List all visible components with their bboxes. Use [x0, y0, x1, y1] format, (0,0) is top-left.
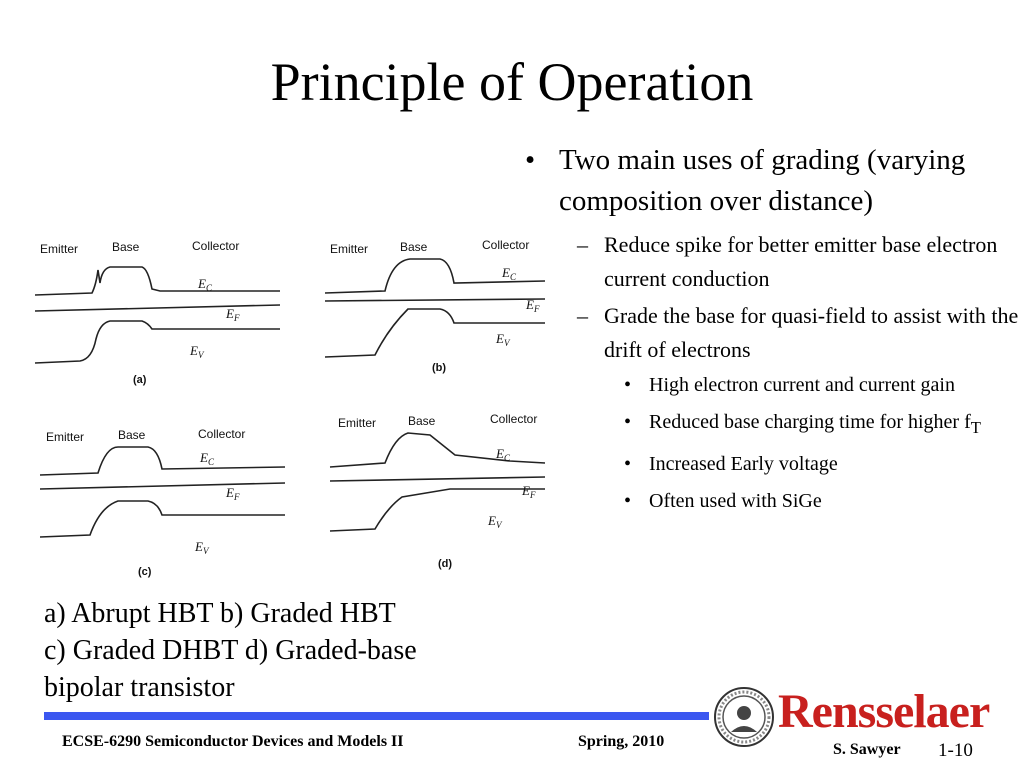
band-a-ev — [35, 321, 280, 363]
bullet-text: Two main uses of grading (varying composition over distance) — [559, 144, 966, 217]
footer-term: Spring, 2010 — [578, 733, 665, 750]
label-base-b: Base — [400, 240, 428, 254]
label-collector-a: Collector — [192, 239, 240, 253]
bullet-text: Increased Early voltage — [649, 453, 838, 475]
band-a-ef — [35, 305, 280, 311]
label-collector-c: Collector — [198, 427, 246, 441]
bullet-early-voltage — [525, 449, 1020, 480]
band-c-ec — [40, 447, 285, 475]
label-ec-a: $E_C$ — [198, 276, 212, 293]
band-b-ev — [325, 309, 545, 357]
label-ev-c: $E_V$ — [195, 539, 209, 556]
caption-line-1: a) Abrupt HBT b) Graded HBT — [44, 598, 396, 629]
bullet-subscript: T — [970, 418, 981, 437]
label-ev-d: $E_V$ — [488, 513, 502, 530]
band-diagram-figure — [30, 225, 550, 585]
band-d-ev — [330, 489, 545, 531]
band-b-ef — [325, 299, 545, 301]
bullet-list — [525, 140, 1020, 523]
bullet-text: Reduce spike for better emitter base electron current conduction — [604, 232, 998, 291]
tag-a: (a) — [133, 374, 147, 386]
rensselaer-seal-icon — [713, 686, 775, 748]
footer-course: ECSE-6290 Semiconductor Devices and Models II — [62, 733, 404, 750]
label-collector-b: Collector — [482, 238, 530, 252]
label-base-d: Base — [408, 414, 436, 428]
bullet-grade-base — [525, 299, 1020, 367]
label-emitter-c: Emitter — [46, 430, 85, 444]
label-ef-c: $E_F$ — [226, 485, 240, 502]
label-collector-d: Collector — [490, 412, 538, 426]
bullet-sige — [525, 486, 1020, 517]
figure-caption — [44, 595, 514, 706]
bullet-charging-time — [525, 407, 1020, 443]
bullet-current-gain — [525, 370, 1020, 401]
tag-d: (d) — [438, 558, 453, 570]
bullet-text: High electron current and current gain — [649, 374, 955, 396]
slide-number: 1-10 — [938, 740, 973, 761]
dash-marker: – — [577, 232, 588, 257]
label-ec-b: $E_C$ — [502, 265, 516, 282]
label-ec-c: $E_C$ — [200, 450, 214, 467]
footer-author: S. Sawyer — [833, 741, 901, 758]
bullet-reduce-spike — [525, 228, 1020, 296]
band-d-ec — [330, 433, 545, 467]
label-ef-b: $E_F$ — [526, 297, 540, 314]
band-d-ef — [330, 477, 545, 481]
bullet-marker: • — [624, 374, 632, 396]
slide-title: Principle of Operation — [270, 52, 754, 112]
label-ec-d: $E_C$ — [496, 446, 510, 463]
bullet-grading-uses — [525, 140, 1020, 222]
bullet-marker: • — [624, 411, 632, 433]
dash-marker: – — [577, 303, 588, 328]
label-ef-a: $E_F$ — [226, 306, 240, 323]
band-c-ev — [40, 501, 285, 537]
label-emitter-b: Emitter — [330, 242, 369, 256]
band-c-ef — [40, 483, 285, 489]
label-ef-d: $E_F$ — [522, 483, 536, 500]
bullet-text: Grade the base for quasi-field to assist with the drift of electrons — [604, 303, 1019, 362]
bullet-marker: • — [624, 490, 632, 512]
label-emitter-d: Emitter — [338, 416, 377, 430]
label-ev-b: $E_V$ — [496, 331, 510, 348]
label-base-a: Base — [112, 240, 140, 254]
label-emitter-a: Emitter — [40, 242, 79, 256]
bullet-text: Reduced base charging time for higher f — [649, 411, 971, 433]
tag-c: (c) — [138, 566, 152, 578]
footer-accent-bar — [44, 712, 709, 720]
caption-line-3: bipolar transistor — [44, 672, 235, 703]
label-ev-a: $E_V$ — [190, 343, 204, 360]
bullet-marker: • — [525, 144, 536, 176]
bullet-text: Often used with SiGe — [649, 490, 822, 512]
rensselaer-wordmark: Rensselaer — [778, 685, 990, 738]
tag-b: (b) — [432, 362, 447, 374]
caption-line-2: c) Graded DHBT d) Graded-base — [44, 635, 417, 666]
bullet-marker: • — [624, 453, 632, 475]
band-a-ec — [35, 267, 280, 295]
label-base-c: Base — [118, 428, 146, 442]
